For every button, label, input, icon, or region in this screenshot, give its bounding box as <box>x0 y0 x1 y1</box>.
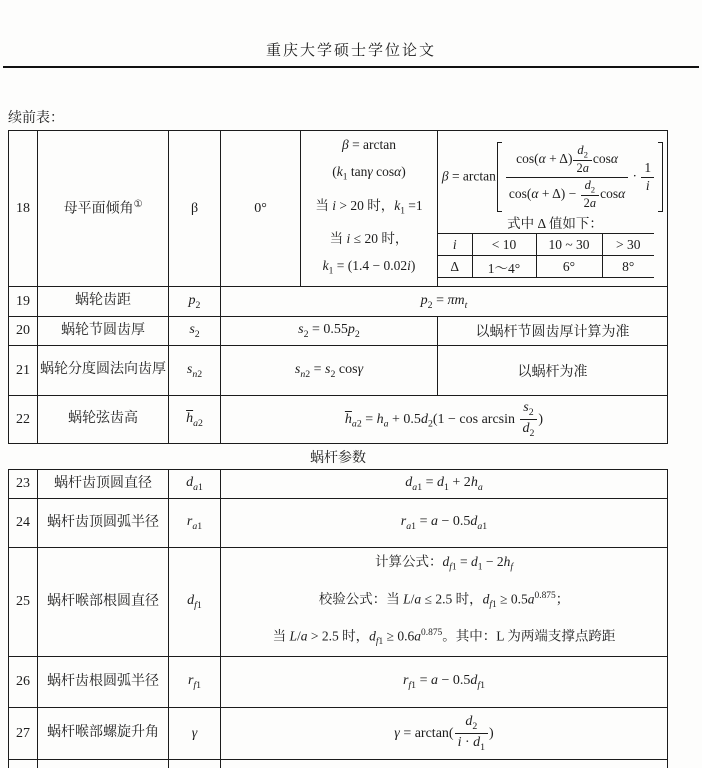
table-row-19 <box>9 287 668 317</box>
page-title: 重庆大学硕士学位论文 <box>265 43 436 59</box>
table-row-cutoff <box>9 760 668 768</box>
param-note: 以蜗杆节圆齿厚计算为准 <box>438 317 668 346</box>
param-formula: $p_2 = \pi m_t$ <box>221 287 668 317</box>
delta-cell: 10 ~ 30 <box>536 234 602 256</box>
param-formula: $d_{a1} = d_1 + 2h_a$ <box>221 470 668 499</box>
param-symbol: $\overline{h}_{a2}$ <box>169 396 221 444</box>
param-note: 以蜗杆为准 <box>438 346 668 396</box>
param-name: 母平面倾角① <box>38 131 169 287</box>
table-row-24 <box>9 499 668 548</box>
formula-line: $k_1 = (1.4 - 0.02i)$ <box>322 258 416 278</box>
param-symbol: $d_{f1}$ <box>169 548 221 657</box>
beta-condition-cell <box>301 131 438 287</box>
beta-zero-value: 0° <box>221 131 301 287</box>
table-row-26 <box>9 657 668 708</box>
delta-value-table <box>438 233 654 278</box>
header-rule <box>3 66 699 68</box>
param-name: 蜗轮齿距 <box>38 287 169 317</box>
row-number: 20 <box>9 317 38 346</box>
param-symbol: β <box>169 131 221 287</box>
row-number: 25 <box>9 548 38 657</box>
delta-cell: 8° <box>602 256 654 278</box>
beta-main-formula: β = arctan cos(α + Δ) $\frac{d_2}{2a}$ cosα cos(α + Δ) − $\frac{d_2}{2a}$ cosα · $\frac{1}{i}$ <box>438 139 667 215</box>
row-number: 19 <box>9 287 38 317</box>
delta-cell: 1～4° <box>472 256 536 278</box>
param-symbol: $s_{n2}$ <box>169 346 221 396</box>
param-formula: $r_{f1} = a - 0.5d_{f1}$ <box>221 657 668 708</box>
param-name: 蜗杆齿顶圆弧半径 <box>38 499 169 548</box>
row-number: 24 <box>9 499 38 548</box>
param-symbol: $r_{f1}$ <box>169 657 221 708</box>
param-name: 蜗杆喉部根圆直径 <box>38 548 169 657</box>
section-header: 蜗杆参数 <box>9 444 668 470</box>
parameter-table <box>8 130 668 768</box>
delta-note: 式中 Δ 值如下： <box>507 216 603 232</box>
param-symbol: $s_2$ <box>169 317 221 346</box>
cutoff-cell <box>38 760 169 768</box>
row-number: 22 <box>9 396 38 444</box>
page-header <box>0 0 702 68</box>
delta-cell: > 30 <box>602 234 654 256</box>
param-formula: $r_{a1} = a - 0.5d_{a1}$ <box>221 499 668 548</box>
formula-line: 计算公式：$d_{f1} = d_1 - 2h_f$ <box>375 554 513 573</box>
formula-line: 校验公式：当 L/a ≤ 2.5 时，$d_{f1} \ge 0.5a^{0.875}$； <box>318 590 570 610</box>
continuation-label: 续前表： <box>8 111 64 126</box>
param-name: 蜗轮分度圆法向齿厚 <box>38 346 169 396</box>
delta-table-row <box>438 256 654 278</box>
delta-cell: i <box>438 234 472 256</box>
delta-cell: < 10 <box>472 234 536 256</box>
row-number: 21 <box>9 346 38 396</box>
row-number: 18 <box>9 131 38 287</box>
table-row-23 <box>9 470 668 499</box>
row-number: 27 <box>9 708 38 760</box>
table-row-20 <box>9 317 668 346</box>
param-formula-cell <box>221 548 668 657</box>
param-symbol: $d_{a1}$ <box>169 470 221 499</box>
formula-line: ($k_1$ tanγ cosα) <box>332 164 406 183</box>
beta-formula-cell <box>438 131 668 287</box>
formula-line: β = arctan <box>341 137 397 152</box>
formula-line: 当 i ≤ 20 时， <box>329 231 409 247</box>
param-name: 蜗杆齿根圆弧半径 <box>38 657 169 708</box>
table-row-18 <box>9 131 668 287</box>
formula-line: 当 L/a > 2.5 时，$d_{f1} \ge 0.6a^{0.875}$。其中：L 为两端支撑点跨距 <box>272 627 616 648</box>
delta-table-row <box>438 234 654 256</box>
param-formula: $s_2 = 0.55p_2$ <box>221 317 438 346</box>
cutoff-cell <box>9 760 38 768</box>
delta-cell: 6° <box>536 256 602 278</box>
param-formula: $s_{n2} = s_2$ cosγ <box>221 346 438 396</box>
formula-line: 当 i > 20 时，$k_1 =1$ <box>315 197 423 217</box>
section-header-row <box>9 444 668 470</box>
cutoff-cell <box>221 760 668 768</box>
param-symbol: $p_2$ <box>169 287 221 317</box>
param-formula: $\overline{h}_{a2} = h_a + 0.5d_2(1 - \cos \arcsin$ $\frac{s_2}{d_2}$ ) <box>221 396 668 444</box>
delta-cell: Δ <box>438 256 472 278</box>
param-symbol: $r_{a1}$ <box>169 499 221 548</box>
table-row-21 <box>9 346 668 396</box>
param-name: 蜗轮弦齿高 <box>38 396 169 444</box>
table-row-25 <box>9 548 668 657</box>
row-number: 26 <box>9 657 38 708</box>
param-formula: γ = arctan( $\frac{d_2}{i \cdot d_1}$ ) <box>221 708 668 760</box>
param-name: 蜗杆喉部螺旋升角 <box>38 708 169 760</box>
table-row-22 <box>9 396 668 444</box>
param-symbol: γ <box>169 708 221 760</box>
param-name: 蜗杆齿顶圆直径 <box>38 470 169 499</box>
param-name: 蜗轮节圆齿厚 <box>38 317 169 346</box>
cutoff-cell <box>169 760 221 768</box>
row-number: 23 <box>9 470 38 499</box>
